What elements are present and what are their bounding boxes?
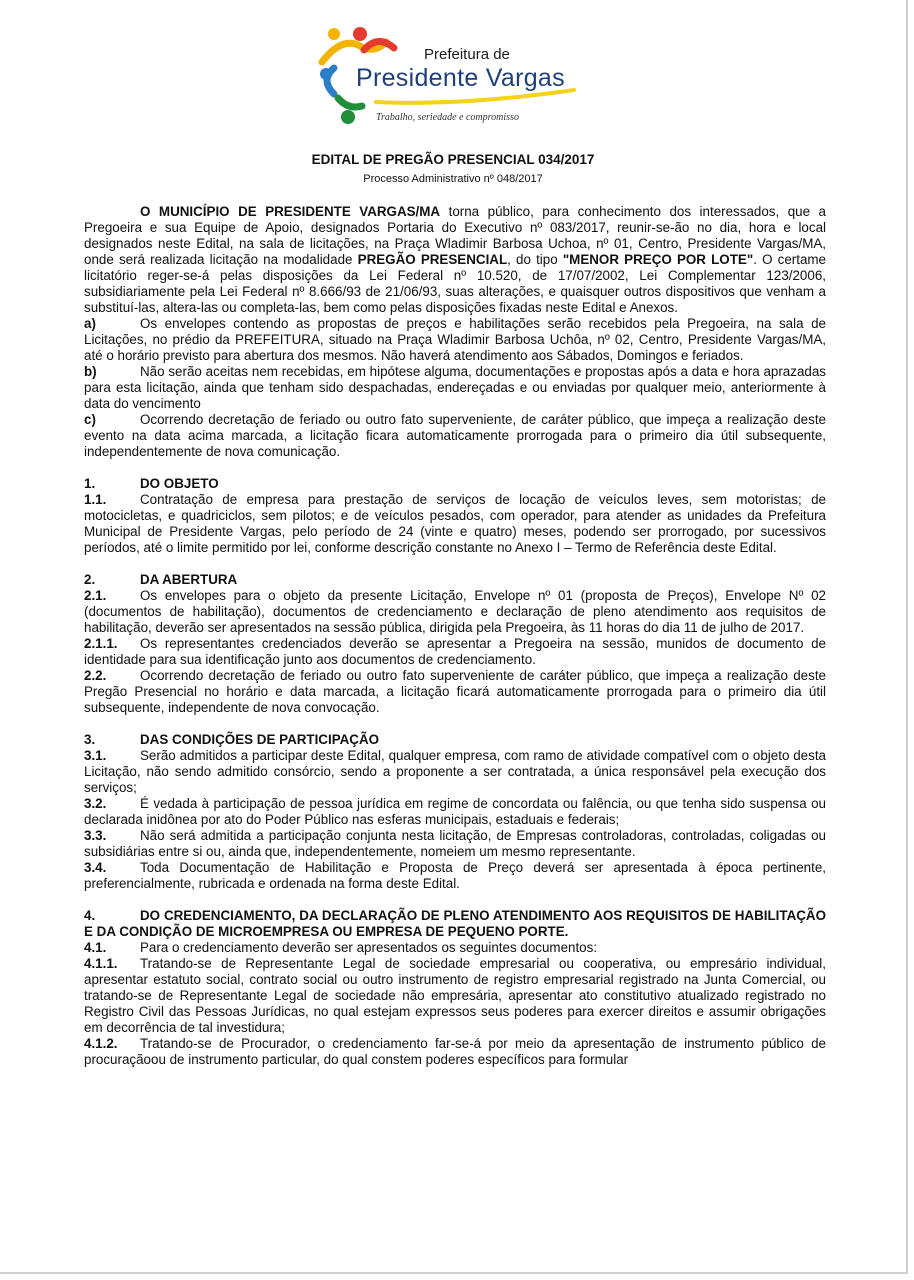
logo-text-small: Prefeitura de (424, 46, 510, 63)
item-3-1-text: Serão admitidos a participar deste Edital, qualquer empresa, com ramo de atividade compatível com o objeto desta Licitação, não sendo admitido consórcio, sendo a proponente a ser contratada, a única responsável pela execução dos serviços; (84, 748, 826, 795)
item-c-text: Ocorrendo decretação de feriado ou outro fato superveniente, de caráter público, que impeça a realização deste evento na data acima marcada, a licitação ficara automaticamente prorrogada para o primeiro dia útil subsequente, independentemente de nova comunicação. (84, 412, 826, 459)
item-1-1-number: 1.1. (84, 492, 107, 507)
item-2-1 (84, 588, 826, 636)
logo-text-big: Presidente Vargas (356, 64, 565, 92)
prefeitura-logo (312, 22, 597, 136)
item-2-2-number: 2.2. (84, 668, 107, 683)
section-2-heading (84, 572, 826, 588)
item-b-label: b) (84, 364, 97, 379)
section-4-heading (84, 908, 826, 940)
intro-text-3: . O certame licitatório reger-se-á pelas disposições da Lei Federal nº 10.520, de 17/07/2002, Lei Complementar 123/2006, subsidiariamente pela Lei Federal nº 8.666/93 de 21/06/93, suas alterações, e quaisquer outros dispositivos que venham a substituí-las, altera-las ou completa-las, bem como pelas disposições fixadas neste Edital e Anexos. (84, 252, 827, 315)
item-4-1-2-text: Tratando-se de Procurador, o credenciamento far-se-á por meio da apresentação de instrumento público de procuraçãoou de instrumento particular, do qual constem poderes específicos para formular (84, 1036, 826, 1067)
item-2-2 (84, 668, 826, 716)
item-3-4-number: 3.4. (84, 860, 107, 875)
item-4-1-text: Para o credenciamento deverão ser apresentados os seguintes documentos: (140, 940, 598, 955)
item-3-2-text: É vedada à participação de pessoa jurídica em regime de concordata ou falência, ou que tenha sido suspensa ou declarada inidônea por ato do Poder Público nas esferas municipais, estaduais e federais; (84, 796, 826, 827)
item-3-2 (84, 796, 826, 828)
item-3-3-number: 3.3. (84, 828, 107, 843)
section-1-heading (84, 476, 826, 492)
section-1-title: DO OBJETO (140, 476, 219, 491)
item-3-4-text: Toda Documentação de Habilitação e Proposta de Preço deverá ser apresentada à época pertinente, preferencialmente, rubricada e ordenada na forma deste Edital. (84, 860, 826, 891)
item-2-1-text: Os envelopes para o objeto da presente Licitação, Envelope nº 01 (proposta de Preços), Envelope Nº 02 (documentos de habilitação), documentos de credenciamento e declaração de pleno atendimento aos requisitos de habilitação, deverão ser apresentados na sessão pública, dirigida pela Pregoeira, às 11 horas do dia 11 de julho de 2017. (84, 588, 826, 635)
item-4-1-1 (84, 956, 826, 1036)
item-a-text: Os envelopes contendo as propostas de preços e habilitações serão recebidos pela Pregoeira, na sala de Licitações, no prédio da PREFEITURA, situado na Praça Wladimir Barbosa Uchôa, nº 02, Centro, Presidente Vargas/MA, até o horário previsto para abertura dos mesmos. Não haverá atendimento aos Sábados, Domingos e feriados. (84, 316, 826, 363)
intro-text-1: torna público, para conhecimento dos interessados, que a Pregoeira e sua Equipe de Apoio, designados Portaria do Executivo nº 083/2017, reunir-se-ão no dia, hora e local designados neste Edital, na sala de licitações, na Praça Wladimir Barbosa Uchoa, nº 01, Centro, Presidente Vargas/MA, onde será realizada licitação na modalidade (84, 204, 826, 267)
section-3-heading (84, 732, 826, 748)
item-3-3-text: Não será admitida a participação conjunta nesta licitação, de Empresas controladoras, controladas, coligadas ou subsidiárias entre si ou, ainda que, independentemente, nomeiem um mesmo representante. (84, 828, 826, 859)
item-4-1-number: 4.1. (84, 940, 107, 955)
document-title: EDITAL DE PREGÃO PRESENCIAL 034/2017 (311, 152, 595, 167)
item-2-1-number: 2.1. (84, 588, 107, 603)
item-4-1-1-number: 4.1.1. (84, 956, 118, 971)
item-3-4 (84, 860, 826, 892)
document-body (84, 204, 826, 1068)
intro-bold-modalidade: PREGÃO PRESENCIAL (357, 252, 508, 267)
item-c (84, 412, 826, 460)
section-3-number: 3. (84, 732, 96, 747)
item-4-1-2 (84, 1036, 826, 1068)
intro-bold-tipo: "MENOR PREÇO POR LOTE" (562, 252, 754, 267)
section-3-title: DAS CONDIÇÕES DE PARTICIPAÇÃO (140, 732, 380, 747)
logo-slogan: Trabalho, seriedade e compromisso (376, 112, 519, 123)
intro-text-2: , do tipo (507, 252, 563, 267)
section-4-number: 4. (84, 908, 96, 923)
item-1-1-text: Contratação de empresa para prestação de serviços de locação de veículos leves, sem motoristas; de motocicletas, e quadriciclos, sem pilotos; e de veículos pesados, com operador, para atender as unidades da Prefeitura Municipal de Presidente Vargas, pelo período de 24 (vinte e quatro) meses, podendo ser prorrogado, por sucessivos períodos, até o limite permitido por lei, conforme descrição constante no Anexo I – Termo de Referência deste Edital. (84, 492, 826, 555)
item-3-2-number: 3.2. (84, 796, 107, 811)
item-a-label: a) (84, 316, 96, 331)
item-2-1-1-number: 2.1.1. (84, 636, 118, 651)
section-4-title: DO CREDENCIAMENTO, DA DECLARAÇÃO DE PLENO ATENDIMENTO AOS REQUISITOS DE HABILITAÇÃO E DA CONDIÇÃO DE MICROEMPRESA OU EMPRESA DE PEQUENO PORTE. (84, 908, 826, 939)
item-2-1-1 (84, 636, 826, 668)
intro-bold-municipio: O MUNICÍPIO DE PRESIDENTE VARGAS/MA (140, 204, 441, 219)
item-a (84, 316, 826, 364)
section-2-number: 2. (84, 572, 96, 587)
item-3-1-number: 3.1. (84, 748, 107, 763)
intro-paragraph (84, 204, 826, 316)
item-c-label: c) (84, 412, 96, 427)
section-1-number: 1. (84, 476, 96, 491)
item-4-1-1-text: Tratando-se de Representante Legal de sociedade empresarial ou cooperativa, ou empresário individual, apresentar estatuto social, contrato social ou outro instrumento de registro empresarial registrado na Junta Comercial, ou tratando-se de Representante Legal de sociedade não empresária, apresentar ato constitutivo atualizado registrado no Registro Civil das Pessoas Jurídicas, no qual estejam expressos seus poderes para exercer direitos e assumir obrigações em decorrência de tal investidura; (84, 956, 826, 1035)
section-2-title: DA ABERTURA (140, 572, 238, 587)
item-4-1 (84, 940, 826, 956)
item-3-3 (84, 828, 826, 860)
item-1-1 (84, 492, 826, 556)
item-b-text: Não serão aceitas nem recebidas, em hipótese alguma, documentações e propostas após a data e hora aprazadas para esta licitação, ainda que tenham sido despachadas, endereçadas e ou enviadas por qualquer meio, anteriormente à data do vencimento (84, 364, 826, 411)
item-4-1-2-number: 4.1.2. (84, 1036, 118, 1051)
item-2-2-text: Ocorrendo decretação de feriado ou outro fato superveniente de caráter público, que impeça a realização deste Pregão Presencial no horário e data marcada, a licitação ficará automaticamente prorrogada para o primeiro dia útil subsequente, independente de nova convocação. (84, 668, 826, 715)
item-2-1-1-text: Os representantes credenciados deverão se apresentar a Pregoeira na sessão, munidos de documento de identidade para sua identificação junto aos documentos de credenciamento. (84, 636, 826, 667)
item-b (84, 364, 826, 412)
item-3-1 (84, 748, 826, 796)
document-subtitle: Processo Administrativo nº 048/2017 (363, 173, 543, 185)
